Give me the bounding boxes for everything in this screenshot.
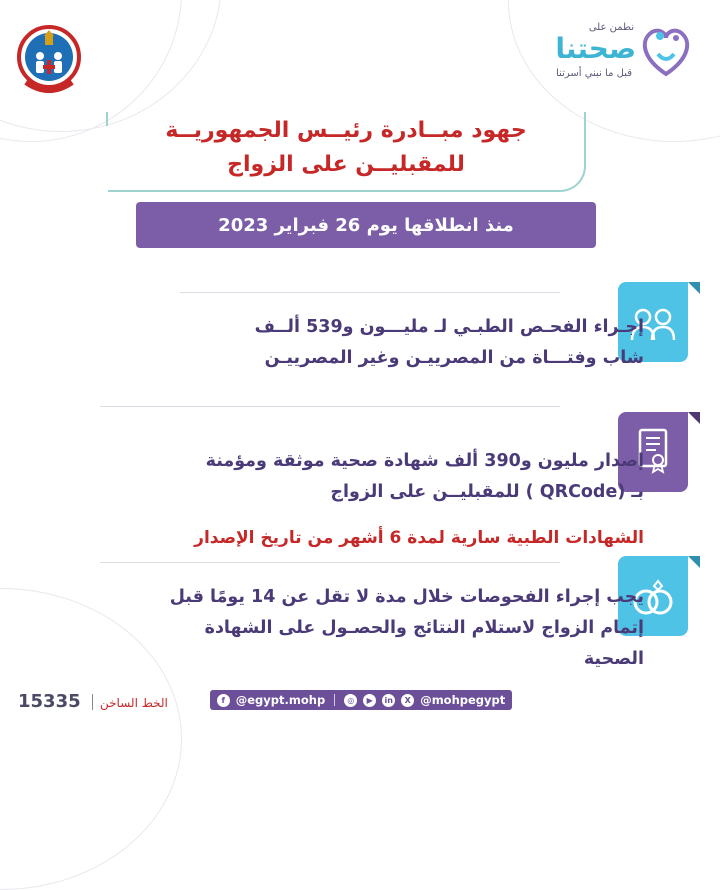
sehetna-initiative-logo — [496, 14, 696, 84]
social-separator — [334, 694, 335, 706]
block-1-line-1: إجـراء الفحـص الطبـي لـ مليـــون و539 ألــف — [254, 317, 644, 337]
hotline-number[interactable]: 15335 — [18, 691, 81, 712]
icon-tab-3-fold — [688, 556, 700, 568]
title-line-1: جهود مبــادرة رئيــس الجمهوريــة — [165, 118, 527, 143]
social-handle[interactable]: @mohpegypt — [420, 693, 506, 707]
block-3-line-3: الصحية — [583, 649, 644, 669]
instagram-icon[interactable]: ◎ — [344, 694, 357, 707]
block-2-line-1: إصدار مليون و390 ألف شهادة صحية موثقة ومؤمنة — [205, 451, 644, 471]
footer — [0, 686, 720, 720]
sehetna-tagline-top: نطمن على — [588, 22, 634, 33]
sehetna-title: صحتنا — [555, 32, 636, 65]
divider-1 — [180, 292, 560, 293]
facebook-icon[interactable]: f — [217, 694, 230, 707]
title-box — [108, 112, 586, 192]
ministry-of-health-logo — [14, 20, 84, 98]
block-3-line-1: يجب إجراء الفحوصات خلال مدة لا تقل عن 14 يومًا قبل — [169, 587, 644, 607]
block-3-line-2: إتمام الزواج لاستلام النتائج والحصـول على الشهادة — [204, 618, 644, 638]
validity-note: الشهادات الطبية سارية لمدة 6 أشهر من تاريخ الإصدار — [194, 528, 644, 548]
facebook-handle[interactable]: @egypt.mohp — [235, 693, 326, 707]
subtitle-bar: منذ انطلاقها يوم 26 فبراير 2023 — [136, 202, 596, 248]
hotline-separator — [92, 694, 93, 710]
block-1-text — [84, 312, 644, 374]
sehetna-tagline-bottom: قبل ما نبني أسرتنا — [556, 68, 632, 79]
hotline-label: الخط الساخن — [100, 696, 168, 710]
block-1-line-2: شاب وفتـــاة من المصرييـن وغير المصرييـن — [264, 348, 644, 368]
social-bar — [210, 690, 512, 710]
block-3-text — [84, 582, 644, 675]
title-line-2: للمقبليــن على الزواج — [227, 152, 465, 177]
divider-2 — [100, 406, 560, 407]
youtube-icon[interactable]: ▶ — [363, 694, 376, 707]
block-2-line-2: بـ (QRCode ) للمقبليــن على الزواج — [330, 482, 644, 502]
icon-tab-2-fold — [688, 412, 700, 424]
linkedin-icon[interactable]: in — [382, 694, 395, 707]
x-icon[interactable]: X — [401, 694, 414, 707]
divider-3 — [100, 562, 560, 563]
block-2-text — [84, 446, 644, 508]
heart-logo-icon — [636, 20, 696, 80]
icon-tab-1-fold — [688, 282, 700, 294]
